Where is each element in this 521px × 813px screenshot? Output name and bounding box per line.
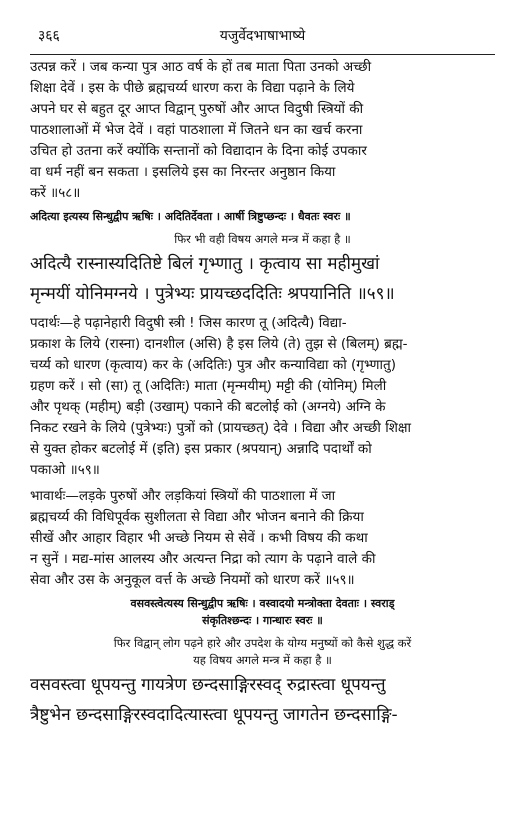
- text-line: वा धर्म नहीं बन सकता । इसलिये इस का निरन्तर अनुष्ठान किया: [30, 164, 336, 180]
- intro-line: यह विषय अगले मन्त्र में कहा है ॥: [193, 653, 332, 667]
- running-title: यजुर्वेदभाषाभाष्ये: [219, 28, 306, 44]
- mantra-60: [30, 671, 495, 729]
- text-line: निकट रखने के लिये (पुत्रेभ्यः) पुत्रों को (प्रायच्छत्) देवे । विद्या और अच्छी शिक्षा: [30, 420, 412, 436]
- text-line: उचित हो उतना करें क्योंकि सन्तानों को विद्यादान के दिना कोई उपकार: [30, 143, 367, 159]
- text-line: उत्पन्न करें । जब कन्या पुत्र आठ वर्ष के हों तब माता पिता उनको अच्छी: [30, 59, 372, 75]
- text-line: पदार्थः—हे पढ़ानेहारी विदुषी स्त्री ! जिस कारण तू (अदित्यै) विद्या-: [30, 315, 347, 331]
- paragraph-commentary-58: [30, 57, 495, 204]
- mantra-59: [30, 250, 495, 308]
- padartha-section: [30, 313, 495, 481]
- mantra-60-meta: [30, 595, 495, 629]
- mantra-line: मृन्मयीं योनिमग्नये । पुत्रेभ्यः प्रायच्छददितिः श्रपयानिति ॥५९॥: [30, 284, 395, 304]
- page-number: ३६६: [38, 28, 60, 44]
- mantra-60-intro: [30, 635, 495, 669]
- text-line: से युक्त होकर बटलोई में (इति) इस प्रकार (श्रपयान्) अन्नादि पदार्थों को: [30, 441, 372, 457]
- mantra-line: अदित्यै रास्नास्यदितिष्टे बिलं गृभ्णातु । कृत्वाय सा महीमुखां: [30, 254, 380, 274]
- text-line: प्रकाश के लिये (रास्ना) दानशील (असि) है इस लिये (ते) तुझ से (बिलम्) ब्रह्म-: [30, 336, 408, 352]
- text-line: ग्रहण करें । सो (सा) तू (अदितिः) माता (मृन्मयीम्) मट्टी की (योनिम्) मिली: [30, 378, 387, 394]
- text-line: करें ॥५८॥: [30, 185, 81, 201]
- text-line: पकाओ ॥५९॥: [30, 462, 100, 478]
- page-header: [30, 24, 495, 48]
- text-line: पाठशालाओं में भेज देवें । वहां पाठशाला में जितने धन का खर्च करना: [30, 122, 363, 138]
- text-line: चर्य्य को धारण (कृत्वाय) कर के (अदितिः) पुत्र और कन्याविद्या को (गृभ्णातु): [30, 357, 396, 373]
- mantra-59-intro: फिर भी वही विषय अगले मन्त्र में कहा है ॥: [174, 232, 351, 246]
- meta-line: संकृतिश्छन्दः । गान्धारः स्वरः ॥: [202, 614, 323, 627]
- text-line: भावार्थः—लड़के पुरुषों और लड़कियां स्त्रियों की पाठशाला में जा: [30, 488, 336, 504]
- text-line: अपने घर से बहुत दूर आप्त विद्वान् पुरुषों और आप्त विदुषी स्त्रियों की: [30, 101, 364, 117]
- text-line: ब्रह्मचर्य्य की विधिपूर्वक सुशीलता से विद्या और भोजन बनाने की क्रिया: [30, 509, 364, 525]
- mantra-59-meta: अदित्या इत्यस्य सिन्धुद्वीप ऋषिः । अदितिर्देवता । आर्षी त्रिष्टुप्छन्दः । धैवतः स्वरः ॥: [30, 210, 351, 223]
- meta-line: वसवस्त्वेत्यस्य सिन्धुद्वीप ऋषिः । वस्वादयो मन्त्रोक्ता देवताः । स्वराड्: [130, 597, 395, 610]
- text-line: सीखें और आहार विहार भी अच्छे नियम से सेवें । कभी विषय की कथा: [30, 530, 368, 546]
- header-rule: [30, 54, 495, 55]
- intro-line: फिर विद्वान् लोग पढ़ने हारे और उपदेश के योग्य मनुष्यों को कैसे शुद्ध करें: [113, 636, 412, 650]
- bhavartha-section: [30, 486, 495, 591]
- mantra-line: त्रैष्टुभेन छन्दसाङ्गिरस्वदादित्यास्त्वा धूपयन्तु जागतेन छन्दसाङ्गि-: [30, 705, 398, 725]
- text-line: शिक्षा देवें । इस के पीछे ब्रह्मचर्य्य धारण करा के विद्या पढ़ाने के लिये: [30, 80, 355, 96]
- text-line: सेवा और उस के अनुकूल वर्त्त के अच्छे नियमों को धारण करें ॥५९॥: [30, 572, 355, 588]
- text-line: और पृथक् (महीम्) बड़ी (उखाम्) पकाने की बटलोई को (अग्नये) अग्नि के: [30, 399, 386, 415]
- mantra-line: वसवस्त्वा धूपयन्तु गायत्रेण छन्दसाङ्गिरस्वद् रुद्रास्त्वा धूपयन्तु: [30, 675, 386, 695]
- text-line: न सुनें । मद्य-मांस आलस्य और अत्यन्त निद्रा को त्याग के पढ़ाने वाले की: [30, 551, 376, 567]
